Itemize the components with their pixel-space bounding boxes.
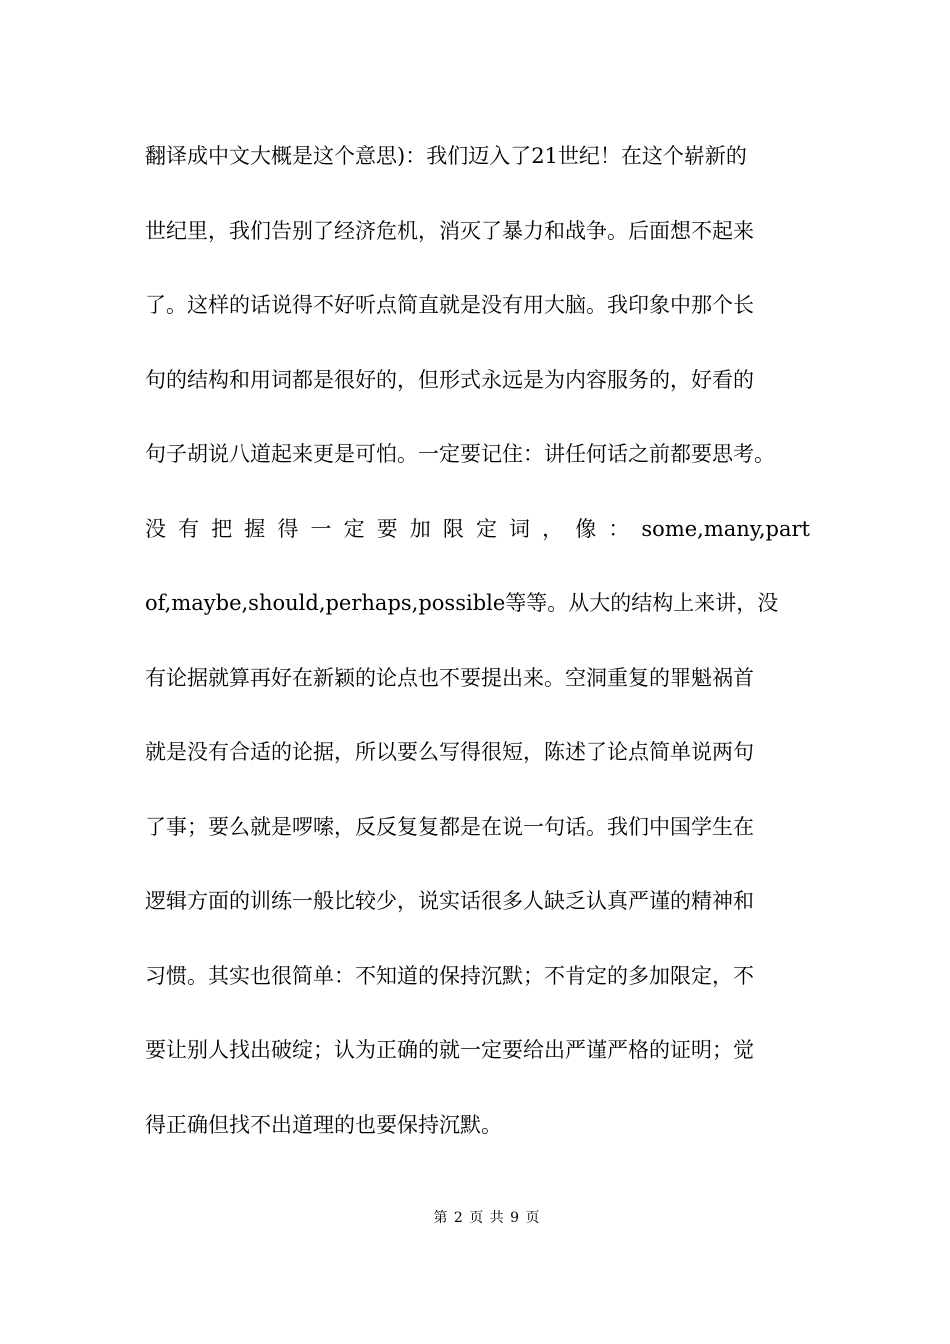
text-line: 句子胡说八道起来更是可怕。一定要记住：讲任何话之前都要思考。 bbox=[145, 442, 775, 466]
text-line: 要让别人找出破绽；认为正确的就一定要给出严谨严格的证明；觉 bbox=[145, 1038, 754, 1062]
text-line: 习惯。其实也很简单：不知道的保持沉默；不肯定的多加限定，不 bbox=[145, 963, 754, 988]
text-line: 逻辑方面的训练一般比较少，说实话很多人缺乏认真严谨的精神和 bbox=[145, 889, 754, 913]
text-line: 得正确但找不出道理的也要保持沉默。 bbox=[145, 1112, 502, 1137]
text-line: 有论据就算再好在新颖的论点也不要提出来。空洞重复的罪魁祸首 bbox=[145, 665, 754, 690]
text-line: 翻译成中文大概是这个意思)：我们迈入了21世纪！在这个崭新的 bbox=[145, 144, 747, 168]
text-line: 了。这样的话说得不好听点简直就是没有用大脑。我印象中那个长 bbox=[145, 293, 754, 317]
text-line: 句的结构和用词都是很好的，但形式永远是为内容服务的，好看的 bbox=[145, 367, 754, 392]
page-number-footer: 第 2 页 共 9 页 bbox=[433, 1210, 541, 1226]
text-line: 没 有 把 握 得 一 定 要 加 限 定 词 ， 像 ： some,many,part bbox=[145, 516, 810, 541]
text-line: 就是没有合适的论据，所以要么写得很短，陈述了论点简单说两句 bbox=[145, 740, 754, 764]
text-line: of,maybe,should,perhaps,possible等等。从大的结构上来讲，没 bbox=[145, 591, 779, 615]
body-text bbox=[145, 136, 810, 1179]
text-line: 了事；要么就是啰嗦，反反复复都是在说一句话。我们中国学生在 bbox=[145, 814, 754, 839]
text-line: 世纪里，我们告别了经济危机，消灭了暴力和战争。后面想不起来 bbox=[145, 218, 754, 243]
